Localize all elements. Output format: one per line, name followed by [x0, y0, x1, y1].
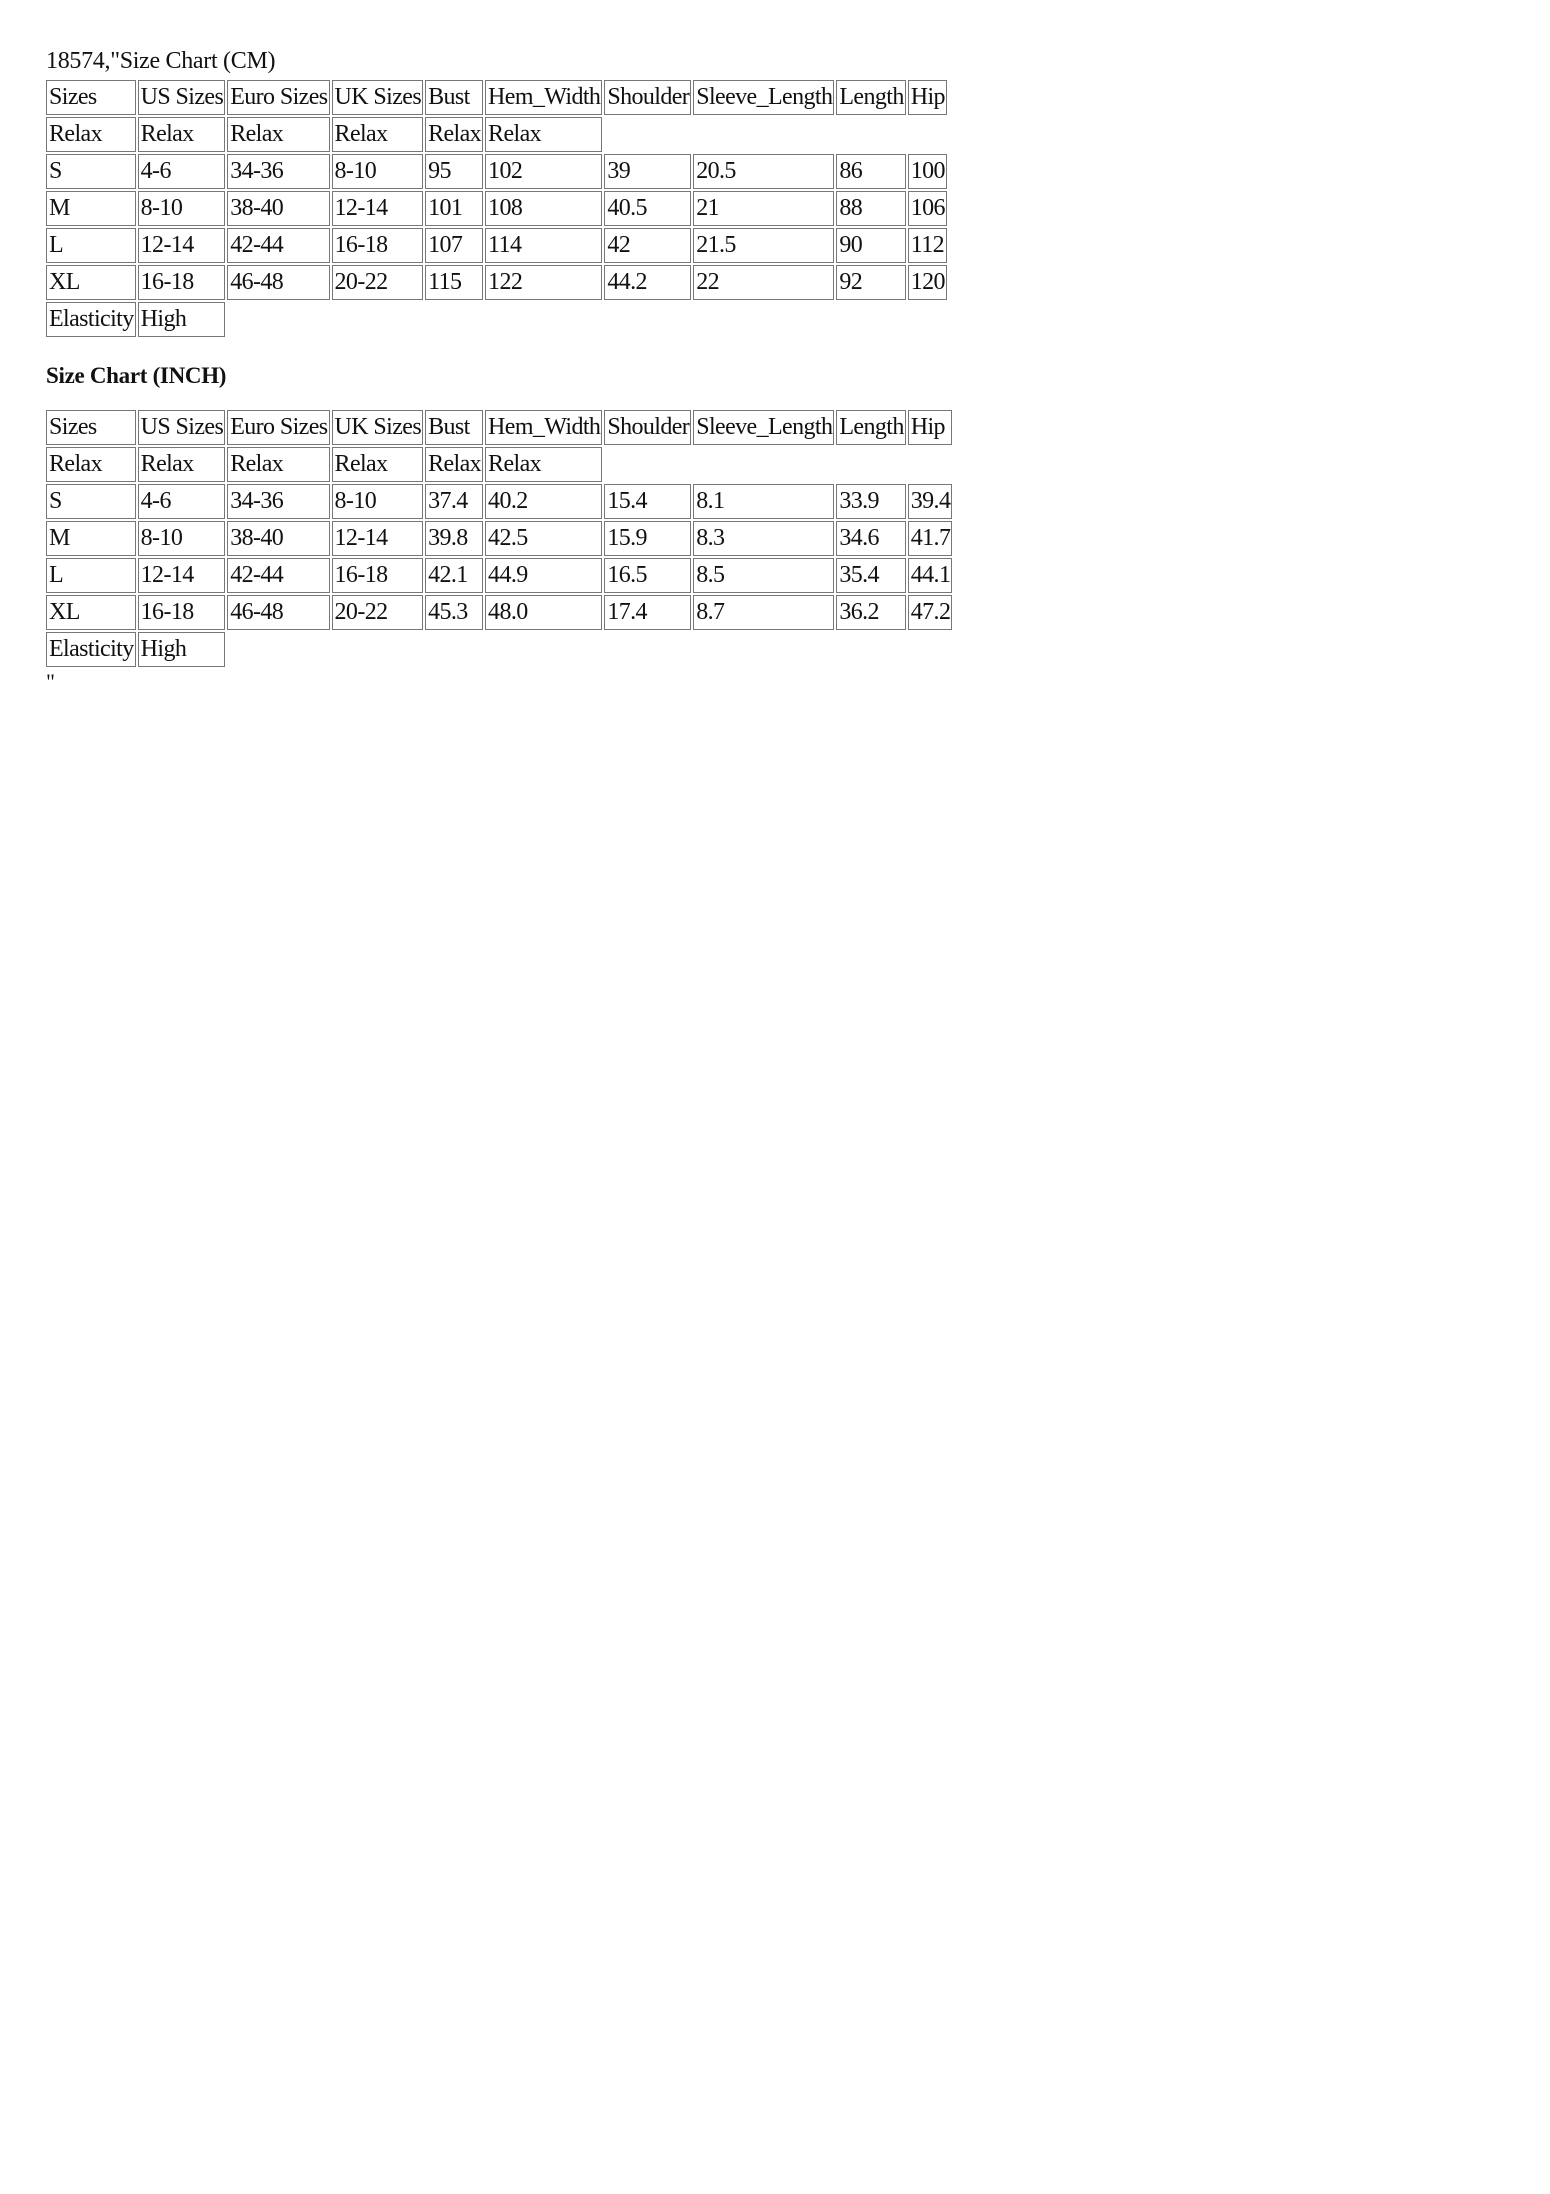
table-cell: 22 — [693, 265, 834, 300]
table-cell: XL — [46, 595, 136, 630]
header-cell: Sizes — [46, 80, 136, 115]
table-cell: L — [46, 558, 136, 593]
table-cell: 16-18 — [332, 558, 424, 593]
table-cell: 114 — [485, 228, 602, 263]
table-cell: 44.2 — [604, 265, 691, 300]
table-cell: 39.8 — [425, 521, 483, 556]
header-cell: US Sizes — [138, 80, 226, 115]
header-cell: Hip — [908, 80, 947, 115]
relax-cell: Relax — [485, 447, 602, 482]
table-cell: 4-6 — [138, 484, 226, 519]
table-cell: 108 — [485, 191, 602, 226]
relax-cell: Relax — [485, 117, 602, 152]
table-cell: 8.1 — [693, 484, 834, 519]
table-cell: M — [46, 521, 136, 556]
header-cell: Hem_Width — [485, 80, 602, 115]
header-row — [46, 410, 952, 445]
header-cell: Length — [836, 410, 905, 445]
elasticity-row — [46, 632, 952, 667]
relax-cell: Relax — [46, 117, 136, 152]
relax-cell: Relax — [138, 447, 226, 482]
relax-cell: Relax — [227, 447, 329, 482]
table-cell: 42-44 — [227, 558, 329, 593]
table-cell: 42.1 — [425, 558, 483, 593]
table-cell: 4-6 — [138, 154, 226, 189]
table-cell: 8.3 — [693, 521, 834, 556]
table-cell: 95 — [425, 154, 483, 189]
table-cell: 20-22 — [332, 595, 424, 630]
table-row — [46, 521, 952, 556]
table-cell: 34-36 — [227, 484, 329, 519]
size-chart-cm-table — [44, 78, 949, 339]
size-chart-inch-table — [44, 408, 954, 669]
table-cell: 16-18 — [138, 595, 226, 630]
relax-row — [46, 447, 952, 482]
table-cell: 45.3 — [425, 595, 483, 630]
elasticity-value-cell: High — [138, 302, 226, 337]
header-row — [46, 80, 947, 115]
table-cell: 8-10 — [138, 521, 226, 556]
table-cell: 44.1 — [908, 558, 953, 593]
table-cell: 20.5 — [693, 154, 834, 189]
table-cell: 88 — [836, 191, 905, 226]
table-cell: S — [46, 154, 136, 189]
table-cell: 37.4 — [425, 484, 483, 519]
table-cell: 90 — [836, 228, 905, 263]
table-cell: 8-10 — [138, 191, 226, 226]
table-cell: S — [46, 484, 136, 519]
table-cell: 92 — [836, 265, 905, 300]
table-cell: 42-44 — [227, 228, 329, 263]
table-cell: 39.4 — [908, 484, 953, 519]
table-cell: 33.9 — [836, 484, 905, 519]
table-cell: 12-14 — [138, 228, 226, 263]
table-cell: 48.0 — [485, 595, 602, 630]
table-cell: 41.7 — [908, 521, 953, 556]
table-row — [46, 228, 947, 263]
table-cell: 40.2 — [485, 484, 602, 519]
table-cell: 34.6 — [836, 521, 905, 556]
table-cell: XL — [46, 265, 136, 300]
relax-row — [46, 117, 947, 152]
table-cell: 21.5 — [693, 228, 834, 263]
header-cell: UK Sizes — [332, 410, 424, 445]
relax-cell: Relax — [138, 117, 226, 152]
table-cell: 20-22 — [332, 265, 424, 300]
header-cell: Bust — [425, 80, 483, 115]
table-cell: L — [46, 228, 136, 263]
table-cell: 35.4 — [836, 558, 905, 593]
table-cell: 101 — [425, 191, 483, 226]
table-cell: 120 — [908, 265, 947, 300]
table-row — [46, 191, 947, 226]
table-cell: 36.2 — [836, 595, 905, 630]
header-cell: Euro Sizes — [227, 80, 329, 115]
relax-cell: Relax — [425, 117, 483, 152]
table-cell: 16.5 — [604, 558, 691, 593]
table-row — [46, 265, 947, 300]
size-chart-inch-heading: Size Chart (INCH) — [46, 363, 227, 388]
table-row — [46, 595, 952, 630]
table-cell: 8.7 — [693, 595, 834, 630]
table-cell: 107 — [425, 228, 483, 263]
table-cell: 16-18 — [138, 265, 226, 300]
header-cell: Hem_Width — [485, 410, 602, 445]
table-cell: 12-14 — [332, 191, 424, 226]
header-cell: Length — [836, 80, 905, 115]
table-cell: 21 — [693, 191, 834, 226]
table-cell: 12-14 — [332, 521, 424, 556]
relax-cell: Relax — [46, 447, 136, 482]
table-cell: 16-18 — [332, 228, 424, 263]
header-cell: Hip — [908, 410, 953, 445]
table-cell: 8-10 — [332, 154, 424, 189]
document-page — [46, 46, 1506, 693]
header-cell: Sleeve_Length — [693, 80, 834, 115]
table-row — [46, 154, 947, 189]
elasticity-value-cell: High — [138, 632, 226, 667]
table-cell: M — [46, 191, 136, 226]
elasticity-row — [46, 302, 947, 337]
table-cell: 100 — [908, 154, 947, 189]
header-cell: Shoulder — [604, 80, 691, 115]
header-cell: UK Sizes — [332, 80, 424, 115]
header-cell: Bust — [425, 410, 483, 445]
table-cell: 40.5 — [604, 191, 691, 226]
table-cell: 15.4 — [604, 484, 691, 519]
table-cell: 102 — [485, 154, 602, 189]
table-cell: 42 — [604, 228, 691, 263]
table-row — [46, 558, 952, 593]
relax-cell: Relax — [425, 447, 483, 482]
table-cell: 34-36 — [227, 154, 329, 189]
header-cell: Euro Sizes — [227, 410, 329, 445]
header-cell: Shoulder — [604, 410, 691, 445]
table-row — [46, 484, 952, 519]
table-cell: 44.9 — [485, 558, 602, 593]
table-cell: 46-48 — [227, 265, 329, 300]
table-cell: 8-10 — [332, 484, 424, 519]
size-chart-cm-heading: 18574,"Size Chart (CM) — [46, 48, 276, 74]
table-cell: 46-48 — [227, 595, 329, 630]
table-cell: 39 — [604, 154, 691, 189]
table-cell: 8.5 — [693, 558, 834, 593]
header-cell: US Sizes — [138, 410, 226, 445]
elasticity-label-cell: Elasticity — [46, 302, 136, 337]
closing-quote-mark: " — [46, 669, 55, 694]
table-cell: 112 — [908, 228, 947, 263]
table-cell: 15.9 — [604, 521, 691, 556]
elasticity-label-cell: Elasticity — [46, 632, 136, 667]
table-cell: 115 — [425, 265, 483, 300]
relax-cell: Relax — [332, 117, 424, 152]
relax-cell: Relax — [227, 117, 329, 152]
table-cell: 86 — [836, 154, 905, 189]
header-cell: Sleeve_Length — [693, 410, 834, 445]
table-cell: 17.4 — [604, 595, 691, 630]
table-cell: 47.2 — [908, 595, 953, 630]
table-cell: 38-40 — [227, 521, 329, 556]
header-cell: Sizes — [46, 410, 136, 445]
table-cell: 38-40 — [227, 191, 329, 226]
table-cell: 106 — [908, 191, 947, 226]
relax-cell: Relax — [332, 447, 424, 482]
table-cell: 122 — [485, 265, 602, 300]
table-cell: 12-14 — [138, 558, 226, 593]
table-cell: 42.5 — [485, 521, 602, 556]
